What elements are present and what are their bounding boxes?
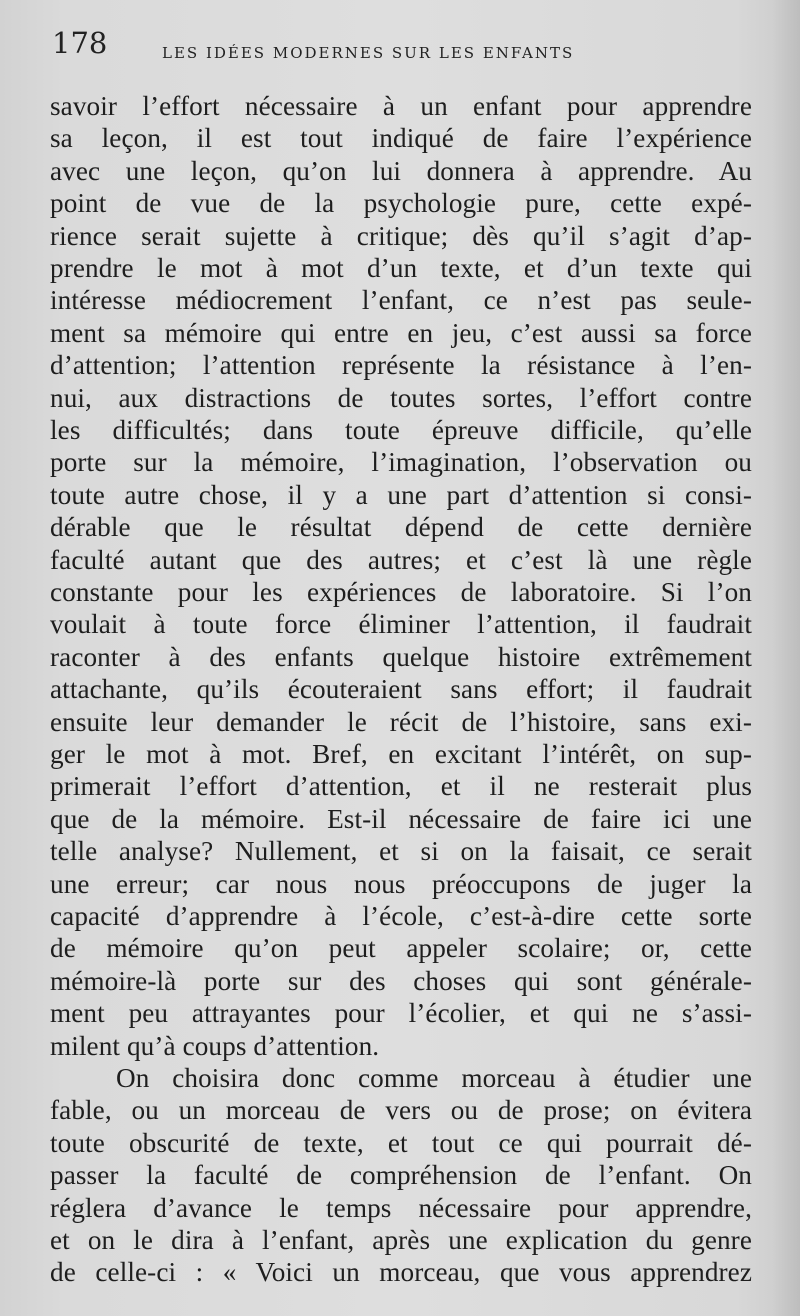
page-header xyxy=(52,26,752,70)
text-line: raconter à des enfants quelque histoire extrêmement xyxy=(50,641,752,672)
text-line: primerait l’effort d’attention, et il ne resterait plus xyxy=(50,771,752,802)
text-line: dérable que le résultat dépend de cette dernière xyxy=(50,512,752,543)
text-line: faculté autant que des autres; et c’est là une règle xyxy=(50,544,752,575)
text-line: rience serait sujette à critique; dès qu’il s’agit d’ap- xyxy=(50,220,752,251)
text-line: mémoire-là porte sur des choses qui sont générale- xyxy=(50,965,752,996)
text-line: que de la mémoire. Est-il nécessaire de faire ici une xyxy=(50,803,752,834)
text-line: nui, aux distractions de toutes sortes, l’effort contre xyxy=(50,382,752,413)
text-line: et on le dira à l’enfant, après une explication du genre xyxy=(50,1225,752,1255)
text-line: prendre le mot à mot d’un texte, et d’un texte qui xyxy=(50,253,752,283)
text-line: ment sa mémoire qui entre en jeu, c’est aussi sa force xyxy=(50,317,752,348)
text-line: réglera d’avance le temps nécessaire pour apprendre, xyxy=(50,1192,752,1223)
text-line-paragraph-start: On choisira donc comme morceau à étudier une xyxy=(116,1063,752,1093)
text-line: attachante, qu’ils écouteraient sans effort; il faudrait xyxy=(50,674,752,705)
body-text xyxy=(50,90,760,1305)
text-line: fable, ou un morceau de vers ou de prose; on évitera xyxy=(50,1095,752,1126)
text-line: voulait à toute force éliminer l’attention, il faudrait xyxy=(50,609,752,640)
text-line: de celle-ci : « Voici un morceau, que vous apprendrez xyxy=(50,1257,752,1288)
text-line: passer la faculté de compréhension de l’enfant. On xyxy=(50,1160,752,1191)
text-line: sa leçon, il est tout indiqué de faire l’expérience xyxy=(50,123,752,154)
text-line: d’attention; l’attention représente la résistance à l’en- xyxy=(50,350,752,381)
text-line: constante pour les expériences de laboratoire. Si l’on xyxy=(50,577,752,607)
text-line: les difficultés; dans toute épreuve difficile, qu’elle xyxy=(50,415,752,445)
text-line: savoir l’effort nécessaire à un enfant pour apprendre xyxy=(50,91,752,121)
text-line: ensuite leur demander le récit de l’histoire, sans exi- xyxy=(50,706,752,737)
text-line: une erreur; car nous nous préoccupons de juger la xyxy=(50,868,752,899)
page-number: 178 xyxy=(52,26,108,60)
text-line: ment peu attrayantes pour l’écolier, et qui ne s’assi- xyxy=(50,998,752,1029)
page-edge-shadow xyxy=(772,0,800,1316)
text-line: toute obscurité de texte, et tout ce qui pourrait dé- xyxy=(50,1127,752,1158)
text-line: toute autre chose, il y a une part d’attention si consi- xyxy=(50,479,752,510)
text-line: point de vue de la psychologie pure, cette expé- xyxy=(50,188,752,219)
text-line: telle analyse? Nullement, et si on la faisait, ce serait xyxy=(50,836,752,867)
text-line: capacité d’apprendre à l’école, c’est-à-dire cette sorte xyxy=(50,901,752,931)
text-line: avec une leçon, qu’on lui donnera à apprendre. Au xyxy=(50,155,752,186)
running-head: LES IDÉES MODERNES SUR LES ENFANTS xyxy=(162,44,575,62)
text-line-paragraph-end: milent qu’à coups d’attention. xyxy=(50,1030,380,1061)
text-line: intéresse médiocrement l’enfant, ce n’est pas seule- xyxy=(50,285,752,316)
text-line: de mémoire qu’on peut appeler scolaire; or, cette xyxy=(50,933,752,964)
text-line: ger le mot à mot. Bref, en excitant l’intérêt, on sup- xyxy=(50,739,752,769)
text-line: porte sur la mémoire, l’imagination, l’observation ou xyxy=(50,447,752,478)
